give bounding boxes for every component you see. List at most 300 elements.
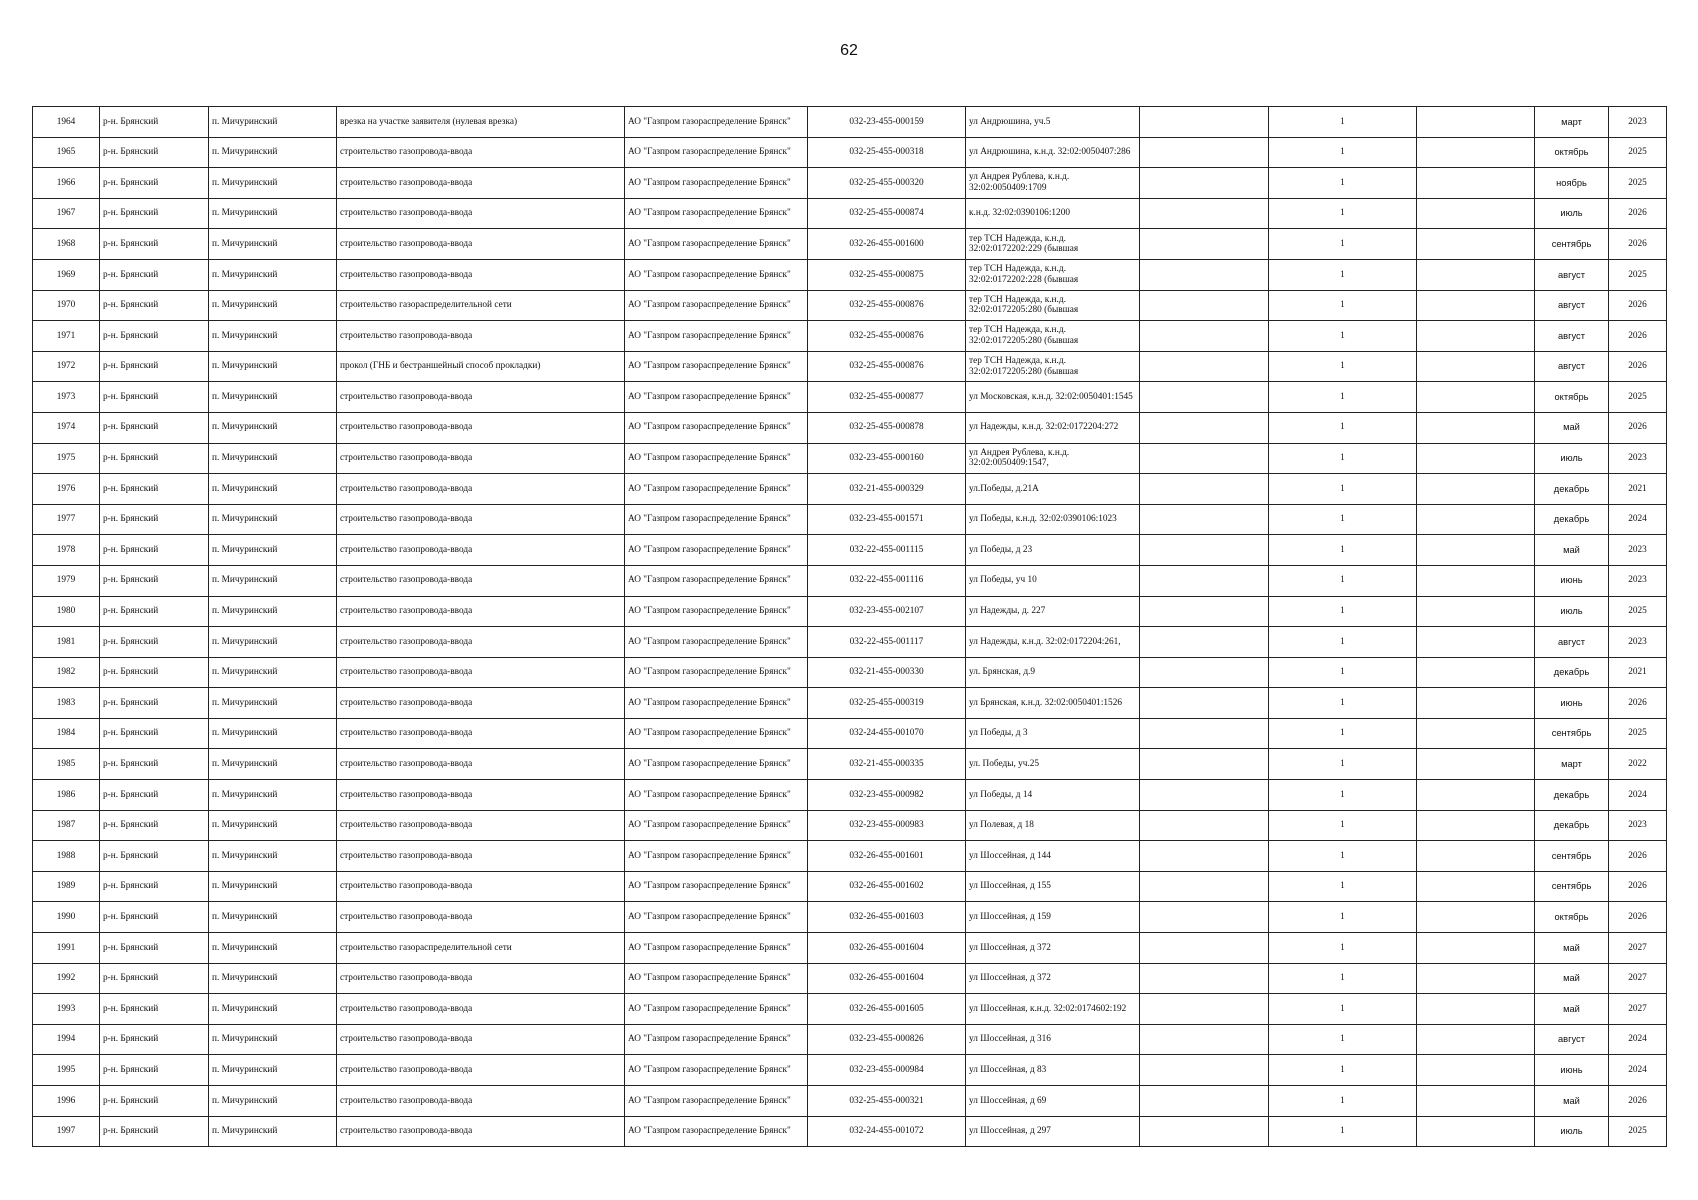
- code-cell: 032-25-455-000878: [808, 412, 966, 443]
- organization-cell: АО "Газпром газораспределение Брянск": [625, 321, 808, 352]
- address-cell: ул Надежды, д. 227: [966, 596, 1140, 627]
- code-cell: 032-25-455-000876: [808, 351, 966, 382]
- row-number: 1978: [33, 535, 100, 566]
- table-row: [33, 137, 1667, 168]
- empty-cell: [1140, 963, 1269, 994]
- table-row: [33, 657, 1667, 688]
- address-cell: ул Шоссейная, д 297: [966, 1116, 1140, 1147]
- locality-cell: п. Мичуринский: [209, 1024, 337, 1055]
- organization-cell: АО "Газпром газораспределение Брянск": [625, 688, 808, 719]
- work-type-cell: строительство газопровода-ввода: [337, 902, 625, 933]
- empty-cell: [1417, 963, 1535, 994]
- table-row: [33, 229, 1667, 260]
- code-cell: 032-23-455-000984: [808, 1055, 966, 1086]
- locality-cell: п. Мичуринский: [209, 290, 337, 321]
- row-number: 1966: [33, 168, 100, 199]
- organization-cell: АО "Газпром газораспределение Брянск": [625, 596, 808, 627]
- empty-cell: [1140, 137, 1269, 168]
- code-cell: 032-21-455-000335: [808, 749, 966, 780]
- address-cell: ул Победы, д 14: [966, 780, 1140, 811]
- year-cell: 2022: [1609, 749, 1667, 780]
- locality-cell: п. Мичуринский: [209, 780, 337, 811]
- district-cell: р-н. Брянский: [100, 290, 209, 321]
- year-cell: 2026: [1609, 1086, 1667, 1117]
- work-type-cell: строительство газопровода-ввода: [337, 565, 625, 596]
- code-cell: 032-26-455-001602: [808, 871, 966, 902]
- organization-cell: АО "Газпром газораспределение Брянск": [625, 259, 808, 290]
- count-cell: 1: [1269, 718, 1417, 749]
- empty-cell: [1417, 290, 1535, 321]
- empty-cell: [1417, 596, 1535, 627]
- district-cell: р-н. Брянский: [100, 137, 209, 168]
- year-cell: 2025: [1609, 259, 1667, 290]
- table-row: [33, 198, 1667, 229]
- locality-cell: п. Мичуринский: [209, 871, 337, 902]
- year-cell: 2025: [1609, 168, 1667, 199]
- count-cell: 1: [1269, 443, 1417, 474]
- address-cell: ул Надежды, к.н.д. 32:02:0172204:272: [966, 412, 1140, 443]
- month-cell: май: [1535, 994, 1609, 1025]
- table-row: [33, 382, 1667, 413]
- address-cell: тер ТСН Надежда, к.н.д. 32:02:0172205:280 (бывшая: [966, 321, 1140, 352]
- organization-cell: АО "Газпром газораспределение Брянск": [625, 1116, 808, 1147]
- locality-cell: п. Мичуринский: [209, 1086, 337, 1117]
- month-cell: март: [1535, 107, 1609, 138]
- organization-cell: АО "Газпром газораспределение Брянск": [625, 412, 808, 443]
- code-cell: 032-25-455-000875: [808, 259, 966, 290]
- month-cell: июль: [1535, 198, 1609, 229]
- empty-cell: [1140, 198, 1269, 229]
- empty-cell: [1140, 871, 1269, 902]
- row-number: 1968: [33, 229, 100, 260]
- year-cell: 2026: [1609, 841, 1667, 872]
- row-number: 1972: [33, 351, 100, 382]
- address-cell: ул Шоссейная, д 159: [966, 902, 1140, 933]
- row-number: 1988: [33, 841, 100, 872]
- month-cell: август: [1535, 321, 1609, 352]
- empty-cell: [1140, 657, 1269, 688]
- work-type-cell: строительство газопровода-ввода: [337, 1116, 625, 1147]
- month-cell: сентябрь: [1535, 871, 1609, 902]
- address-cell: тер ТСН Надежда, к.н.д. 32:02:0172202:228 (бывшая: [966, 259, 1140, 290]
- work-type-cell: строительство газопровода-ввода: [337, 841, 625, 872]
- district-cell: р-н. Брянский: [100, 198, 209, 229]
- count-cell: 1: [1269, 994, 1417, 1025]
- row-number: 1967: [33, 198, 100, 229]
- district-cell: р-н. Брянский: [100, 994, 209, 1025]
- empty-cell: [1417, 474, 1535, 505]
- row-number: 1964: [33, 107, 100, 138]
- organization-cell: АО "Газпром газораспределение Брянск": [625, 137, 808, 168]
- table-row: [33, 810, 1667, 841]
- locality-cell: п. Мичуринский: [209, 933, 337, 964]
- empty-cell: [1417, 1116, 1535, 1147]
- table-row: [33, 107, 1667, 138]
- locality-cell: п. Мичуринский: [209, 1055, 337, 1086]
- address-cell: ул Победы, уч 10: [966, 565, 1140, 596]
- empty-cell: [1140, 810, 1269, 841]
- empty-cell: [1417, 780, 1535, 811]
- empty-cell: [1417, 841, 1535, 872]
- month-cell: декабрь: [1535, 657, 1609, 688]
- row-number: 1993: [33, 994, 100, 1025]
- work-type-cell: строительство газопровода-ввода: [337, 474, 625, 505]
- district-cell: р-н. Брянский: [100, 810, 209, 841]
- district-cell: р-н. Брянский: [100, 504, 209, 535]
- district-cell: р-н. Брянский: [100, 321, 209, 352]
- month-cell: август: [1535, 259, 1609, 290]
- year-cell: 2024: [1609, 504, 1667, 535]
- month-cell: октябрь: [1535, 137, 1609, 168]
- empty-cell: [1140, 412, 1269, 443]
- work-type-cell: строительство газопровода-ввода: [337, 963, 625, 994]
- work-type-cell: строительство газопровода-ввода: [337, 412, 625, 443]
- row-number: 1971: [33, 321, 100, 352]
- empty-cell: [1140, 718, 1269, 749]
- code-cell: 032-23-455-001571: [808, 504, 966, 535]
- count-cell: 1: [1269, 321, 1417, 352]
- code-cell: 032-26-455-001604: [808, 963, 966, 994]
- table-row: [33, 443, 1667, 474]
- code-cell: 032-25-455-000321: [808, 1086, 966, 1117]
- locality-cell: п. Мичуринский: [209, 504, 337, 535]
- count-cell: 1: [1269, 871, 1417, 902]
- locality-cell: п. Мичуринский: [209, 841, 337, 872]
- table-row: [33, 718, 1667, 749]
- year-cell: 2026: [1609, 321, 1667, 352]
- row-number: 1983: [33, 688, 100, 719]
- district-cell: р-н. Брянский: [100, 871, 209, 902]
- empty-cell: [1417, 902, 1535, 933]
- count-cell: 1: [1269, 412, 1417, 443]
- work-type-cell: строительство газопровода-ввода: [337, 718, 625, 749]
- code-cell: 032-23-455-000159: [808, 107, 966, 138]
- count-cell: 1: [1269, 1055, 1417, 1086]
- address-cell: ул Шоссейная, к.н.д. 32:02:0174602:192: [966, 994, 1140, 1025]
- code-cell: 032-24-455-001070: [808, 718, 966, 749]
- empty-cell: [1140, 1055, 1269, 1086]
- address-cell: к.н.д. 32:02:0390106:1200: [966, 198, 1140, 229]
- year-cell: 2027: [1609, 994, 1667, 1025]
- code-cell: 032-25-455-000876: [808, 290, 966, 321]
- code-cell: 032-23-455-000982: [808, 780, 966, 811]
- code-cell: 032-22-455-001117: [808, 627, 966, 658]
- organization-cell: АО "Газпром газораспределение Брянск": [625, 351, 808, 382]
- address-cell: ул Победы, д 23: [966, 535, 1140, 566]
- year-cell: 2026: [1609, 688, 1667, 719]
- code-cell: 032-23-455-000160: [808, 443, 966, 474]
- month-cell: декабрь: [1535, 474, 1609, 505]
- organization-cell: АО "Газпром газораспределение Брянск": [625, 627, 808, 658]
- empty-cell: [1417, 688, 1535, 719]
- organization-cell: АО "Газпром газораспределение Брянск": [625, 780, 808, 811]
- district-cell: р-н. Брянский: [100, 718, 209, 749]
- count-cell: 1: [1269, 902, 1417, 933]
- work-type-cell: строительство газопровода-ввода: [337, 443, 625, 474]
- row-number: 1992: [33, 963, 100, 994]
- empty-cell: [1140, 321, 1269, 352]
- address-cell: ул. Победы, уч.25: [966, 749, 1140, 780]
- month-cell: октябрь: [1535, 902, 1609, 933]
- work-type-cell: строительство газопровода-ввода: [337, 810, 625, 841]
- empty-cell: [1140, 443, 1269, 474]
- month-cell: август: [1535, 1024, 1609, 1055]
- table-row: [33, 351, 1667, 382]
- year-cell: 2025: [1609, 718, 1667, 749]
- empty-cell: [1140, 902, 1269, 933]
- address-cell: ул Брянская, к.н.д. 32:02:0050401:1526: [966, 688, 1140, 719]
- empty-cell: [1140, 596, 1269, 627]
- district-cell: р-н. Брянский: [100, 1024, 209, 1055]
- locality-cell: п. Мичуринский: [209, 412, 337, 443]
- work-type-cell: строительство газопровода-ввода: [337, 1086, 625, 1117]
- year-cell: 2025: [1609, 596, 1667, 627]
- table-row: [33, 168, 1667, 199]
- row-number: 1997: [33, 1116, 100, 1147]
- count-cell: 1: [1269, 1116, 1417, 1147]
- empty-cell: [1417, 198, 1535, 229]
- year-cell: 2027: [1609, 963, 1667, 994]
- table-row: [33, 933, 1667, 964]
- address-cell: ул Московская, к.н.д. 32:02:0050401:1545: [966, 382, 1140, 413]
- address-cell: ул Андрюшина, к.н.д. 32:02:0050407:286: [966, 137, 1140, 168]
- count-cell: 1: [1269, 474, 1417, 505]
- row-number: 1991: [33, 933, 100, 964]
- year-cell: 2025: [1609, 137, 1667, 168]
- year-cell: 2026: [1609, 229, 1667, 260]
- district-cell: р-н. Брянский: [100, 1116, 209, 1147]
- empty-cell: [1417, 627, 1535, 658]
- table-row: [33, 1055, 1667, 1086]
- address-cell: ул Надежды, к.н.д. 32:02:0172204:261,: [966, 627, 1140, 658]
- code-cell: 032-23-455-000826: [808, 1024, 966, 1055]
- empty-cell: [1417, 137, 1535, 168]
- month-cell: сентябрь: [1535, 229, 1609, 260]
- year-cell: 2023: [1609, 107, 1667, 138]
- organization-cell: АО "Газпром газораспределение Брянск": [625, 933, 808, 964]
- row-number: 1979: [33, 565, 100, 596]
- empty-cell: [1417, 107, 1535, 138]
- organization-cell: АО "Газпром газораспределение Брянск": [625, 565, 808, 596]
- row-number: 1975: [33, 443, 100, 474]
- code-cell: 032-22-455-001115: [808, 535, 966, 566]
- locality-cell: п. Мичуринский: [209, 382, 337, 413]
- organization-cell: АО "Газпром газораспределение Брянск": [625, 382, 808, 413]
- work-type-cell: врезка на участке заявителя (нулевая врезка): [337, 107, 625, 138]
- empty-cell: [1417, 810, 1535, 841]
- address-cell: ул Андрея Рублева, к.н.д. 32:02:0050409:1547,: [966, 443, 1140, 474]
- work-type-cell: строительство газопровода-ввода: [337, 535, 625, 566]
- table-row: [33, 780, 1667, 811]
- work-type-cell: строительство газопровода-ввода: [337, 688, 625, 719]
- page-number: 62: [840, 42, 858, 59]
- locality-cell: п. Мичуринский: [209, 474, 337, 505]
- organization-cell: АО "Газпром газораспределение Брянск": [625, 902, 808, 933]
- address-cell: ул. Брянская, д.9: [966, 657, 1140, 688]
- code-cell: 032-25-455-000877: [808, 382, 966, 413]
- work-type-cell: строительство газопровода-ввода: [337, 137, 625, 168]
- code-cell: 032-23-455-002107: [808, 596, 966, 627]
- row-number: 1982: [33, 657, 100, 688]
- empty-cell: [1140, 994, 1269, 1025]
- year-cell: 2026: [1609, 351, 1667, 382]
- empty-cell: [1417, 168, 1535, 199]
- count-cell: 1: [1269, 780, 1417, 811]
- empty-cell: [1417, 535, 1535, 566]
- district-cell: р-н. Брянский: [100, 627, 209, 658]
- organization-cell: АО "Газпром газораспределение Брянск": [625, 535, 808, 566]
- locality-cell: п. Мичуринский: [209, 535, 337, 566]
- year-cell: 2023: [1609, 627, 1667, 658]
- address-cell: ул Победы, к.н.д. 32:02:0390106:1023: [966, 504, 1140, 535]
- work-type-cell: строительство газопровода-ввода: [337, 749, 625, 780]
- district-cell: р-н. Брянский: [100, 1086, 209, 1117]
- district-cell: р-н. Брянский: [100, 351, 209, 382]
- table-row: [33, 627, 1667, 658]
- empty-cell: [1140, 565, 1269, 596]
- code-cell: 032-26-455-001600: [808, 229, 966, 260]
- work-type-cell: строительство газопровода-ввода: [337, 259, 625, 290]
- table-row: [33, 841, 1667, 872]
- organization-cell: АО "Газпром газораспределение Брянск": [625, 1086, 808, 1117]
- year-cell: 2023: [1609, 535, 1667, 566]
- code-cell: 032-26-455-001605: [808, 994, 966, 1025]
- table-row: [33, 994, 1667, 1025]
- row-number: 1973: [33, 382, 100, 413]
- year-cell: 2021: [1609, 474, 1667, 505]
- row-number: 1985: [33, 749, 100, 780]
- table-row: [33, 321, 1667, 352]
- year-cell: 2023: [1609, 810, 1667, 841]
- work-type-cell: строительство газопровода-ввода: [337, 198, 625, 229]
- year-cell: 2025: [1609, 1116, 1667, 1147]
- work-type-cell: строительство газопровода-ввода: [337, 871, 625, 902]
- count-cell: 1: [1269, 168, 1417, 199]
- empty-cell: [1417, 1024, 1535, 1055]
- locality-cell: п. Мичуринский: [209, 657, 337, 688]
- count-cell: 1: [1269, 535, 1417, 566]
- count-cell: 1: [1269, 565, 1417, 596]
- work-type-cell: строительство газопровода-ввода: [337, 994, 625, 1025]
- table-row: [33, 1024, 1667, 1055]
- district-cell: р-н. Брянский: [100, 780, 209, 811]
- table-row: [33, 902, 1667, 933]
- organization-cell: АО "Газпром газораспределение Брянск": [625, 749, 808, 780]
- empty-cell: [1140, 259, 1269, 290]
- row-number: 1990: [33, 902, 100, 933]
- month-cell: декабрь: [1535, 504, 1609, 535]
- locality-cell: п. Мичуринский: [209, 351, 337, 382]
- month-cell: декабрь: [1535, 780, 1609, 811]
- locality-cell: п. Мичуринский: [209, 321, 337, 352]
- empty-cell: [1140, 474, 1269, 505]
- count-cell: 1: [1269, 107, 1417, 138]
- work-type-cell: строительство газопровода-ввода: [337, 168, 625, 199]
- empty-cell: [1417, 504, 1535, 535]
- empty-cell: [1417, 443, 1535, 474]
- organization-cell: АО "Газпром газораспределение Брянск": [625, 107, 808, 138]
- organization-cell: АО "Газпром газораспределение Брянск": [625, 168, 808, 199]
- year-cell: 2023: [1609, 565, 1667, 596]
- locality-cell: п. Мичуринский: [209, 718, 337, 749]
- year-cell: 2024: [1609, 780, 1667, 811]
- code-cell: 032-24-455-001072: [808, 1116, 966, 1147]
- month-cell: июль: [1535, 443, 1609, 474]
- district-cell: р-н. Брянский: [100, 963, 209, 994]
- locality-cell: п. Мичуринский: [209, 168, 337, 199]
- empty-cell: [1417, 749, 1535, 780]
- address-cell: ул Шоссейная, д 69: [966, 1086, 1140, 1117]
- month-cell: сентябрь: [1535, 718, 1609, 749]
- row-number: 1989: [33, 871, 100, 902]
- month-cell: декабрь: [1535, 810, 1609, 841]
- work-type-cell: прокол (ГНБ и бестраншейный способ прокладки): [337, 351, 625, 382]
- row-number: 1981: [33, 627, 100, 658]
- address-cell: ул Шоссейная, д 83: [966, 1055, 1140, 1086]
- month-cell: август: [1535, 351, 1609, 382]
- organization-cell: АО "Газпром газораспределение Брянск": [625, 290, 808, 321]
- year-cell: 2025: [1609, 382, 1667, 413]
- table-row: [33, 688, 1667, 719]
- district-cell: р-н. Брянский: [100, 1055, 209, 1086]
- month-cell: август: [1535, 627, 1609, 658]
- month-cell: июль: [1535, 1116, 1609, 1147]
- empty-cell: [1140, 933, 1269, 964]
- district-cell: р-н. Брянский: [100, 168, 209, 199]
- locality-cell: п. Мичуринский: [209, 963, 337, 994]
- locality-cell: п. Мичуринский: [209, 596, 337, 627]
- district-cell: р-н. Брянский: [100, 229, 209, 260]
- district-cell: р-н. Брянский: [100, 688, 209, 719]
- year-cell: 2027: [1609, 933, 1667, 964]
- row-number: 1976: [33, 474, 100, 505]
- code-cell: 032-26-455-001604: [808, 933, 966, 964]
- empty-cell: [1417, 321, 1535, 352]
- organization-cell: АО "Газпром газораспределение Брянск": [625, 1055, 808, 1086]
- code-cell: 032-25-455-000319: [808, 688, 966, 719]
- table-row: [33, 259, 1667, 290]
- row-number: 1977: [33, 504, 100, 535]
- empty-cell: [1140, 688, 1269, 719]
- organization-cell: АО "Газпром газораспределение Брянск": [625, 841, 808, 872]
- address-cell: ул.Победы, д.21А: [966, 474, 1140, 505]
- work-type-cell: строительство газораспределительной сети: [337, 933, 625, 964]
- locality-cell: п. Мичуринский: [209, 1116, 337, 1147]
- organization-cell: АО "Газпром газораспределение Брянск": [625, 1024, 808, 1055]
- empty-cell: [1140, 290, 1269, 321]
- empty-cell: [1417, 933, 1535, 964]
- district-cell: р-н. Брянский: [100, 841, 209, 872]
- count-cell: 1: [1269, 1024, 1417, 1055]
- row-number: 1986: [33, 780, 100, 811]
- empty-cell: [1417, 994, 1535, 1025]
- count-cell: 1: [1269, 504, 1417, 535]
- empty-cell: [1140, 1086, 1269, 1117]
- empty-cell: [1417, 1055, 1535, 1086]
- month-cell: март: [1535, 749, 1609, 780]
- address-cell: ул Победы, д 3: [966, 718, 1140, 749]
- empty-cell: [1140, 535, 1269, 566]
- empty-cell: [1140, 780, 1269, 811]
- count-cell: 1: [1269, 688, 1417, 719]
- empty-cell: [1140, 107, 1269, 138]
- row-number: 1987: [33, 810, 100, 841]
- row-number: 1995: [33, 1055, 100, 1086]
- work-type-cell: строительство газопровода-ввода: [337, 596, 625, 627]
- month-cell: сентябрь: [1535, 841, 1609, 872]
- organization-cell: АО "Газпром газораспределение Брянск": [625, 443, 808, 474]
- organization-cell: АО "Газпром газораспределение Брянск": [625, 504, 808, 535]
